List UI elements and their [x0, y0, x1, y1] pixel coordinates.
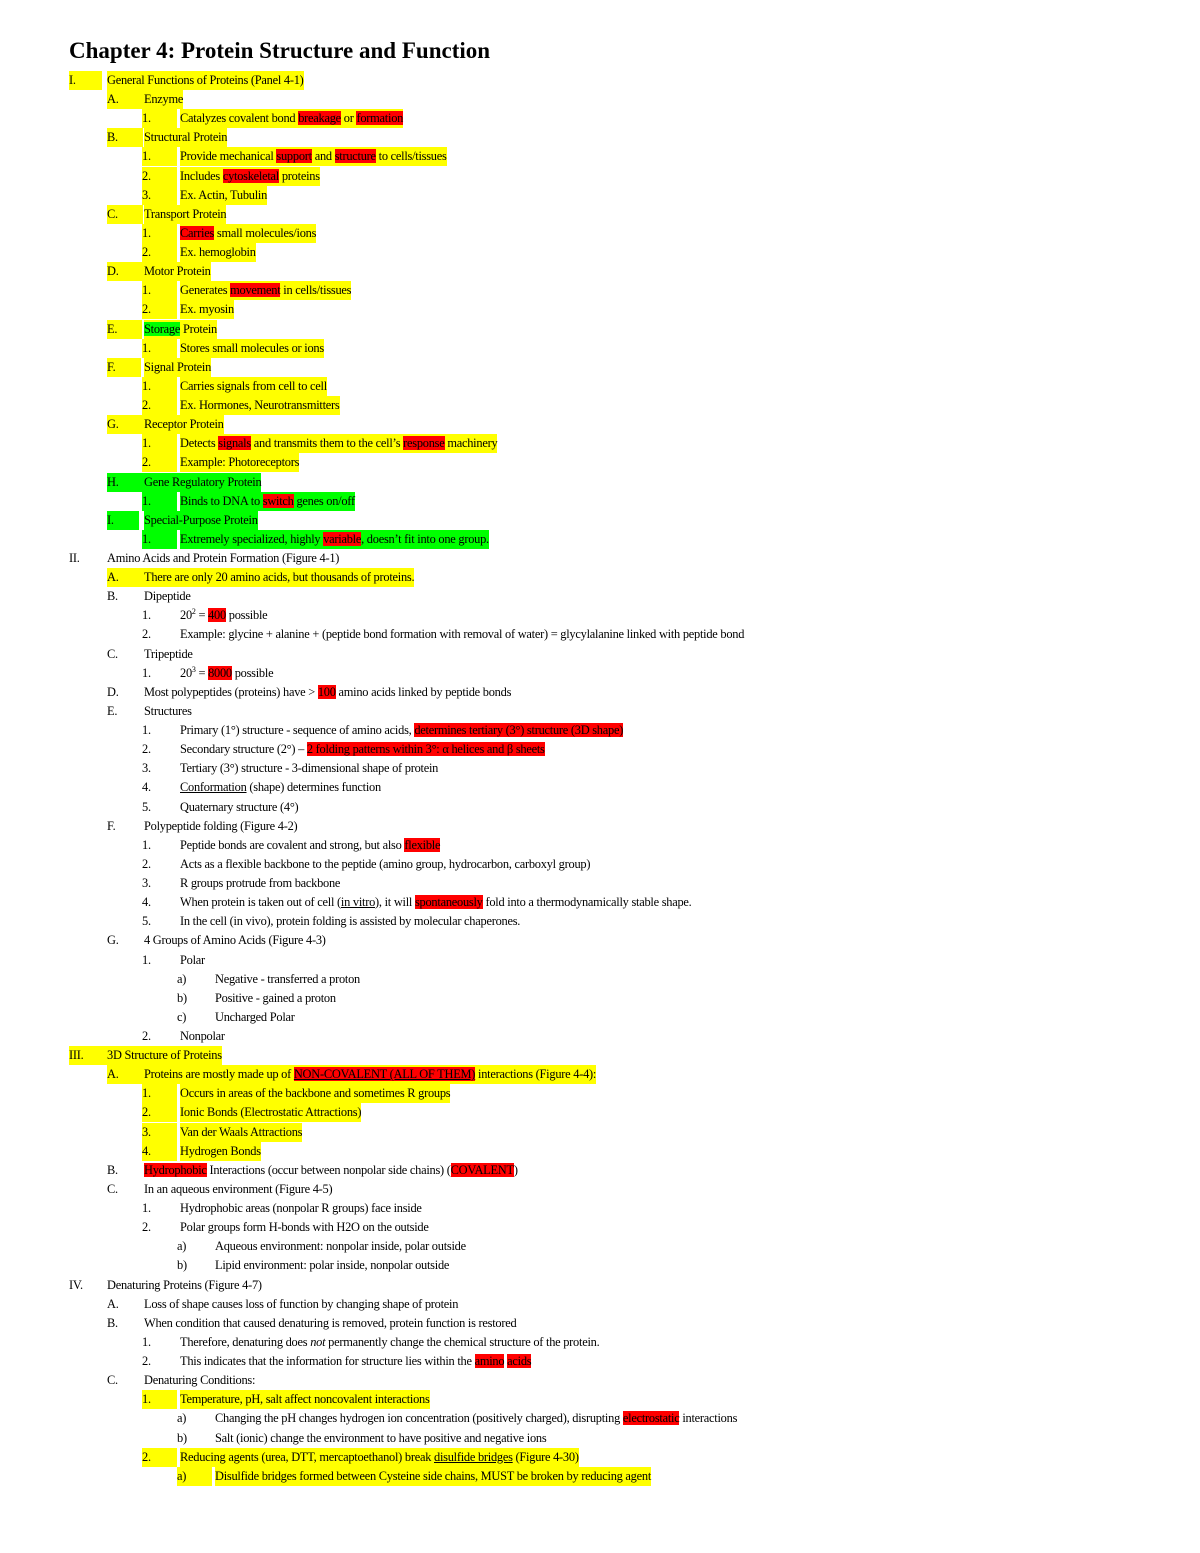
text-run: in cells/tissues — [280, 283, 352, 298]
outline-label: E. — [107, 703, 118, 718]
outline-label: IV. — [69, 1277, 83, 1292]
text-run: ), it will — [375, 895, 415, 910]
text-run: Negative - transferred a proton — [215, 971, 360, 986]
text-run: Tertiary (3°) structure - 3-dimensional shape of protein — [180, 761, 439, 776]
highlighted-term: 8000 — [208, 665, 232, 680]
outline-text — [144, 1180, 332, 1199]
outline-text — [144, 1295, 458, 1314]
outline-label: D. — [107, 262, 144, 281]
text-run: Denaturing Proteins (Figure 4-7) — [107, 1277, 262, 1292]
text-run: Binds to DNA to — [180, 493, 263, 508]
outline-text — [144, 320, 217, 339]
text-run: Includes — [180, 168, 223, 183]
outline-label: 2. — [142, 1354, 151, 1369]
highlighted-term: acids — [507, 1354, 532, 1369]
outline-text — [180, 1142, 261, 1161]
text-run: ) — [513, 1162, 518, 1177]
text-run: Peptide bonds are covalent and strong, but also — [180, 837, 405, 852]
text-run: 3 — [191, 664, 196, 674]
outline-text — [180, 625, 744, 644]
text-run: to cells/tissues — [375, 149, 447, 164]
outline-text — [215, 970, 360, 989]
outline-text — [180, 759, 438, 778]
outline-label: 1. — [142, 109, 177, 128]
text-run: Hydrogen Bonds — [180, 1143, 261, 1158]
text-run: Hydrophobic areas (nonpolar R groups) face inside — [180, 1201, 422, 1216]
outline-text — [180, 874, 340, 893]
outline-label: C. — [107, 1373, 118, 1388]
text-run: Polar — [180, 952, 205, 967]
outline-text — [144, 683, 511, 702]
outline-text — [144, 262, 211, 281]
outline-text — [107, 549, 339, 568]
outline-text — [180, 740, 545, 759]
outline-label: 1. — [142, 837, 151, 852]
text-run: Positive - gained a proton — [215, 990, 336, 1005]
highlighted-term: Hydrophobic — [144, 1162, 207, 1177]
text-run: When protein is taken out of cell ( — [180, 895, 341, 910]
outline-text — [144, 645, 193, 664]
highlighted-term: movement — [230, 283, 281, 298]
text-run: Quaternary structure (4°) — [180, 799, 299, 814]
highlighted-term: spontaneously — [414, 895, 483, 910]
text-run: not — [310, 1334, 326, 1349]
outline-label: H. — [107, 473, 144, 492]
outline-text — [180, 167, 320, 186]
text-run: In the cell (in vivo), protein folding is assisted by molecular chaperones. — [180, 914, 521, 929]
text-run: Amino Acids and Protein Formation (Figure 4-1) — [107, 551, 340, 565]
text-run: Gene Regulatory Protein — [144, 474, 262, 489]
text-run: Example: glycine + alanine + (peptide bond formation with removal of water) = glycylalanine linked with peptide bond — [180, 627, 745, 642]
outline-label: 5. — [142, 914, 151, 929]
outline-text — [180, 855, 590, 874]
text-run: Primary (1°) structure - sequence of amino acids, — [180, 723, 415, 738]
text-run: Extremely specialized, highly — [180, 531, 324, 546]
text-run: Most polypeptides (proteins) have > — [144, 684, 318, 699]
text-run: Ex. myosin — [180, 302, 234, 317]
outline-label: B. — [107, 589, 118, 604]
text-run: Reducing agents (urea, DTT, mercaptoethanol) break — [180, 1449, 434, 1464]
text-run: Proteins are mostly made up of — [144, 1067, 294, 1082]
outline-label: A. — [107, 568, 144, 587]
text-run: Polar groups form H-bonds with H2O on the outside — [180, 1220, 429, 1235]
text-run: General Functions of Proteins (Panel 4-1) — [107, 73, 304, 87]
text-run: possible — [225, 608, 268, 623]
outline-text — [180, 721, 623, 740]
outline-label: 1. — [142, 492, 177, 511]
outline-label: 2. — [142, 167, 177, 186]
text-run: 2 — [191, 607, 196, 617]
outline-text — [180, 377, 327, 396]
outline-label: D. — [107, 684, 119, 699]
outline-text — [180, 530, 489, 549]
outline-label: C. — [107, 646, 118, 661]
outline-text — [215, 1429, 546, 1448]
text-run: Transport Protein — [144, 206, 227, 221]
outline-label: III. — [69, 1046, 109, 1065]
text-run: Structures — [144, 703, 192, 718]
highlighted-term: 100 — [317, 684, 336, 699]
outline-label: A. — [107, 90, 144, 109]
outline-text — [215, 1409, 737, 1428]
outline-text — [180, 434, 497, 453]
text-run: Catalyzes covalent bond — [180, 111, 299, 126]
outline-text — [144, 702, 192, 721]
outline-label: 1. — [142, 147, 177, 166]
text-run: When condition that caused denaturing is removed, protein function is restored — [144, 1315, 517, 1330]
highlighted-term: variable — [323, 531, 362, 546]
text-run: Enzyme — [144, 92, 184, 107]
text-run: in vitro — [340, 895, 376, 910]
outline-label: 4. — [142, 1142, 177, 1161]
text-run: = — [195, 665, 209, 680]
outline-text — [180, 1103, 361, 1122]
text-run: Example: Photoreceptors — [180, 455, 300, 470]
outline-text — [180, 339, 324, 358]
highlighted-term: amino — [474, 1354, 505, 1369]
outline-text — [144, 473, 261, 492]
outline-label: 1. — [142, 1390, 177, 1409]
outline-label: 4. — [142, 895, 151, 910]
text-run: small molecules/ions — [214, 225, 317, 240]
outline-text — [180, 778, 381, 797]
outline-label: C. — [107, 205, 143, 224]
text-run: R groups protrude from backbone — [180, 876, 341, 891]
text-run: Loss of shape causes loss of function by changing shape of protein — [144, 1296, 459, 1311]
outline-label: 1. — [142, 377, 177, 396]
outline-label: a) — [177, 1239, 187, 1254]
text-run: Ex. Actin, Tubulin — [180, 187, 268, 202]
text-run: amino acids linked by peptide bonds — [335, 684, 512, 699]
text-run: Generates — [180, 283, 231, 298]
outline-label: 1. — [142, 434, 177, 453]
text-run: genes on/off — [293, 493, 355, 508]
outline-text — [180, 1333, 599, 1352]
text-run: possible — [231, 665, 274, 680]
outline-text — [180, 453, 299, 472]
outline-text — [180, 836, 440, 855]
outline-text — [180, 1123, 302, 1142]
text-run: = — [195, 608, 209, 623]
outline-text — [215, 1256, 449, 1275]
outline-label: F. — [107, 818, 116, 833]
outline-text — [144, 1065, 596, 1084]
outline-text — [144, 128, 227, 147]
text-run: 20 — [180, 608, 192, 623]
text-run: There are only 20 amino acids, but thousands of proteins. — [144, 570, 415, 585]
outline-label: 4. — [142, 780, 151, 795]
text-run: Interactions (occur between nonpolar side chains) ( — [206, 1162, 451, 1177]
text-run: and — [311, 149, 335, 164]
text-run: Tripeptide — [144, 646, 193, 661]
text-run: Ex. hemoglobin — [180, 245, 256, 260]
text-run: Detects — [180, 436, 219, 451]
outline-label: 3. — [142, 186, 177, 205]
outline-label: B. — [107, 128, 143, 147]
highlighted-term: structure — [334, 149, 376, 164]
text-run: Changing the pH changes hydrogen ion concentration (positively charged), disrupting — [215, 1411, 623, 1426]
outline-label: 2. — [142, 1220, 151, 1235]
outline-text — [180, 281, 351, 300]
text-run: Secondary structure (2°) – — [180, 742, 307, 757]
outline-text — [144, 1161, 518, 1180]
text-run: In an aqueous environment (Figure 4-5) — [144, 1181, 333, 1196]
outline-text — [180, 893, 692, 912]
text-run: Salt (ionic) change the environment to have positive and negative ions — [215, 1430, 547, 1445]
outline-text — [144, 817, 297, 836]
text-run: , doesn’t fit into one group. — [361, 531, 489, 546]
outline-label: 2. — [142, 742, 151, 757]
highlighted-term: Carries — [180, 225, 215, 240]
outline-text — [180, 300, 234, 319]
text-run: Provide mechanical — [180, 149, 277, 164]
highlighted-term: electrostatic — [622, 1411, 680, 1426]
outline-label: b) — [177, 1258, 187, 1273]
outline-text — [144, 931, 326, 950]
outline-text — [144, 205, 226, 224]
outline-label: 3. — [142, 876, 151, 891]
text-run: Occurs in areas of the backbone and sometimes R groups — [180, 1086, 451, 1101]
outline-label: a) — [177, 1411, 187, 1426]
highlighted-term: COVALENT — [450, 1162, 514, 1177]
outline-label: F. — [107, 358, 141, 377]
outline-text — [107, 1046, 222, 1065]
outline-text — [107, 1276, 262, 1295]
outline-text — [180, 1352, 531, 1371]
text-run: (shape) determines function — [246, 780, 381, 795]
outline-label: 1. — [142, 281, 177, 300]
outline-text — [144, 568, 414, 587]
text-run: Special-Purpose Protein — [144, 512, 258, 527]
text-run: Aqueous environment: nonpolar inside, polar outside — [215, 1239, 466, 1254]
highlighted-term: 2 folding patterns within 3°: α helices and β sheets — [306, 742, 545, 757]
highlighted-term: breakage — [298, 111, 341, 126]
text-run: Disulfide bridges formed between Cysteine side chains, MUST be broken by reducing agent — [215, 1468, 652, 1483]
outline-label: 1. — [142, 608, 151, 623]
text-run: Van der Waals Attractions — [180, 1124, 303, 1139]
outline-label: 2. — [142, 856, 151, 871]
outline-text — [215, 989, 336, 1008]
outline-label: c) — [177, 1009, 187, 1024]
outline-text — [144, 1371, 255, 1390]
highlighted-term: 400 — [208, 608, 226, 623]
outline-label: B. — [107, 1162, 118, 1177]
outline-text — [144, 358, 211, 377]
text-run: Denaturing Conditions: — [144, 1373, 256, 1388]
outline-text — [180, 1218, 429, 1237]
text-run: interactions — [679, 1411, 738, 1426]
highlighted-term: NON-COVALENT (ALL OF THEM) — [293, 1067, 476, 1082]
highlighted-term: signals — [218, 436, 251, 451]
outline-label: 1. — [142, 1084, 177, 1103]
outline-text — [180, 147, 447, 166]
outline-text — [180, 396, 340, 415]
outline-label: E. — [107, 320, 142, 339]
text-run: 3D Structure of Proteins — [107, 1048, 222, 1063]
outline-text — [180, 606, 267, 625]
highlighted-term: flexible — [404, 837, 441, 852]
text-run: Polypeptide folding (Figure 4-2) — [144, 818, 298, 833]
outline-label: G. — [107, 933, 119, 948]
text-run: or — [340, 111, 357, 126]
outline-label: A. — [107, 1065, 144, 1084]
outline-label: 1. — [142, 224, 177, 243]
text-run: Therefore, denaturing does — [180, 1334, 311, 1349]
text-run: Storage — [144, 321, 181, 336]
text-run: Signal Protein — [144, 359, 212, 374]
outline-label: I. — [69, 71, 102, 90]
outline-label: 1. — [142, 1334, 151, 1349]
outline-label: 1. — [142, 339, 177, 358]
text-run: Dipeptide — [144, 589, 191, 604]
text-run: Motor Protein — [144, 264, 211, 279]
outline-label: a) — [177, 1467, 212, 1486]
text-run: machinery — [444, 436, 498, 451]
outline-text — [180, 951, 205, 970]
outline-text — [180, 186, 267, 205]
outline-label: 1. — [142, 1201, 151, 1216]
outline-label: 3. — [142, 1123, 177, 1142]
outline-label: C. — [107, 1181, 118, 1196]
text-run: Lipid environment: polar inside, nonpolar outside — [215, 1258, 450, 1273]
text-run: proteins — [279, 168, 320, 183]
outline-text — [144, 415, 224, 434]
text-run: 20 — [180, 665, 192, 680]
outline-text — [144, 587, 191, 606]
outline-label: B. — [107, 1315, 118, 1330]
text-run: Ionic Bonds (Electrostatic Attractions) — [180, 1105, 362, 1120]
outline-text — [180, 492, 355, 511]
highlighted-term: cytoskeletal — [222, 168, 280, 183]
text-run: Receptor Protein — [144, 417, 224, 432]
outline-label: 2. — [142, 1103, 177, 1122]
text-run: Carries signals from cell to cell — [180, 378, 327, 393]
outline-label: 1. — [142, 723, 151, 738]
text-run: 4 Groups of Amino Acids (Figure 4-3) — [144, 933, 326, 948]
outline-label: 2. — [142, 1029, 151, 1043]
text-run: Temperature, pH, salt affect noncovalent interactions — [180, 1392, 430, 1407]
outline-label: A. — [107, 1296, 119, 1311]
outline-text — [180, 1390, 430, 1409]
outline-label: 2. — [142, 1448, 177, 1467]
text-run: disulfide bridges — [434, 1449, 513, 1464]
outline-label: 3. — [142, 761, 151, 776]
outline-text — [107, 71, 304, 90]
highlighted-term: response — [403, 436, 445, 451]
document-title: Chapter 4: Protein Structure and Function — [69, 38, 491, 63]
outline-text — [144, 1314, 516, 1333]
outline-text — [180, 1448, 579, 1467]
text-run: (Figure 4-30) — [512, 1449, 579, 1464]
outline-text — [180, 798, 298, 817]
highlighted-term: formation — [356, 111, 404, 126]
outline-label: II. — [69, 551, 80, 565]
outline-label: 2. — [142, 243, 177, 262]
text-run: interactions (Figure 4-4): — [475, 1067, 597, 1082]
outline-text — [180, 243, 256, 262]
outline-label: 1. — [142, 530, 177, 549]
outline-label: 1. — [142, 952, 151, 967]
outline-label: 5. — [142, 799, 151, 814]
outline-label: 1. — [142, 665, 151, 680]
outline-text — [180, 912, 520, 931]
outline-text — [180, 1084, 450, 1103]
text-run: fold into a thermodynamically stable shape. — [482, 895, 692, 910]
outline-text — [215, 1467, 651, 1486]
text-run: Acts as a flexible backbone to the peptide (amino group, hydrocarbon, carboxyl group) — [180, 856, 591, 871]
outline-text — [180, 109, 403, 128]
highlighted-term: support — [276, 149, 312, 164]
text-run: Nonpolar — [180, 1029, 225, 1043]
outline-text — [215, 1237, 466, 1256]
outline-text — [180, 224, 316, 243]
outline-text — [144, 511, 258, 530]
outline-label: 2. — [142, 396, 177, 415]
outline-text — [180, 664, 273, 683]
outline-label: b) — [177, 1430, 187, 1445]
outline-text — [180, 1199, 422, 1218]
outline-label: a) — [177, 971, 187, 986]
text-run: Protein — [180, 321, 217, 336]
highlighted-term: determines tertiary (3°) structure (3D shape) — [414, 723, 624, 738]
outline-text — [215, 1008, 295, 1027]
outline-text — [180, 1027, 225, 1046]
highlighted-term: switch — [262, 493, 294, 508]
outline-text — [144, 90, 183, 109]
text-run: Conformation — [180, 780, 247, 795]
outline-label: I. — [107, 511, 139, 530]
text-run: Ex. Hormones, Neurotransmitters — [180, 398, 340, 413]
text-run: permanently change the chemical structure of the protein. — [325, 1334, 600, 1349]
text-run: Uncharged Polar — [215, 1009, 295, 1024]
text-run: and transmits them to the cell’s — [250, 436, 404, 451]
text-run: This indicates that the information for structure lies within the — [180, 1354, 475, 1369]
outline-label: 2. — [142, 453, 177, 472]
outline-label: b) — [177, 990, 187, 1005]
text-run: Stores small molecules or ions — [180, 340, 324, 355]
outline-label: 2. — [142, 627, 151, 642]
outline-label: G. — [107, 415, 144, 434]
text-run: Structural Protein — [144, 130, 228, 145]
outline-label: 2. — [142, 300, 177, 319]
